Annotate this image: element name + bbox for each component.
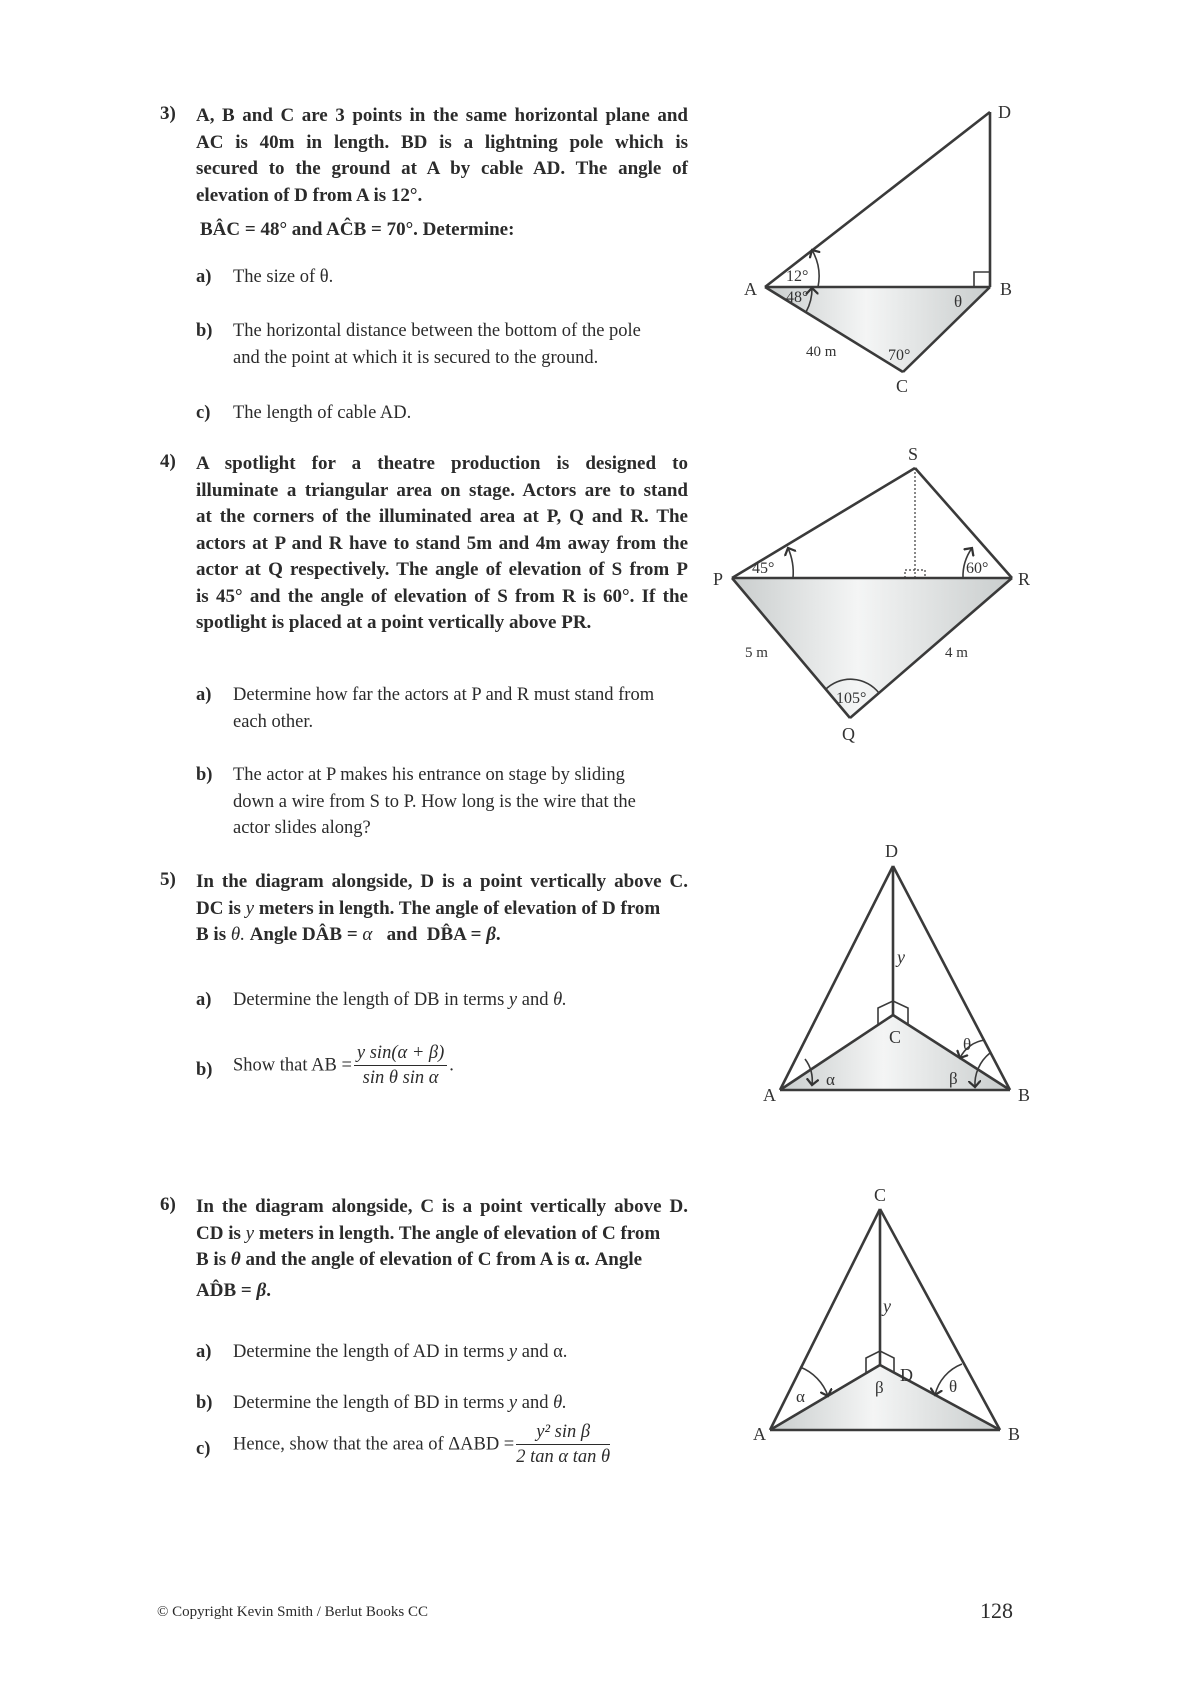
angle-label-48: 48° <box>786 289 809 306</box>
text-line: DC is y meters in length. The angle of elevation of D from <box>196 897 661 919</box>
numerator: y² sin β <box>516 1421 610 1445</box>
part-label: b) <box>196 1060 213 1080</box>
side-label-y: y <box>897 947 905 967</box>
question-3-given: BÂC = 48° and AĈB = 70°. Determine: <box>200 219 515 240</box>
text-line: AC is 40m in length. BD is a lightning pole which is <box>196 131 688 153</box>
line-ad <box>765 112 990 287</box>
part-text: and the point at which it is secured to the ground. <box>233 347 599 368</box>
part-label: c) <box>196 403 211 423</box>
part-text: Determine how far the actors at P and R must stand from <box>233 685 655 705</box>
text-line: B is θ. Angle DÂB = α and DB̂A = β. <box>196 924 501 945</box>
shaded-triangle-pqr <box>732 578 1012 718</box>
part-label: b) <box>196 1393 213 1413</box>
question-number: 5) <box>160 869 176 890</box>
part-label: a) <box>196 267 212 287</box>
part-text: Determine the length of DB in terms y and θ. <box>233 990 567 1010</box>
vertex-label-c: C <box>889 1027 902 1047</box>
part-text: The length of cable AD. <box>233 403 412 423</box>
part-label: a) <box>196 1342 212 1362</box>
numerator: y sin(α + β) <box>354 1042 447 1066</box>
denominator: sin θ sin α <box>362 1068 439 1088</box>
angle-label-12: 12° <box>786 268 809 285</box>
diagram-question-4 <box>732 468 1012 718</box>
text-line: A, B and C are 3 points in the same horizontal plane and <box>196 105 688 126</box>
text-line: CD is y meters in length. The angle of elevation of C from <box>196 1222 661 1244</box>
question-number: 6) <box>160 1194 176 1215</box>
part-label: c) <box>196 1439 211 1459</box>
text-line: actors at P and R have to stand 5m and 4m away from the <box>196 532 688 554</box>
part-text: Show that AB = $\frac{\text{y sin(α + β)}}{\text{sin θ sin α}}$ . <box>233 1043 454 1088</box>
side-label-ac: 40 m <box>806 344 837 360</box>
side-label-rq: 4 m <box>945 645 968 661</box>
angle-label-70: 70° <box>888 347 911 364</box>
angle-label-alpha: α <box>826 1070 835 1089</box>
diagram-question-5 <box>780 866 1010 1090</box>
vertex-label-p: P <box>713 569 724 589</box>
angle-label-theta: θ <box>949 1377 958 1396</box>
vertex-label-d: D <box>885 841 898 861</box>
angle-label-theta: θ <box>954 292 963 311</box>
diagram-question-3 <box>765 112 990 372</box>
vertex-label-c: C <box>874 1185 887 1205</box>
part-text: Hence, show that the area of ΔABD = $\frac{\text{y² sin β}}{\text{2 tan α tan θ}}$ <box>233 1422 611 1467</box>
text-line: A spotlight for a theatre production is designed to <box>196 453 688 474</box>
text-line: actor at Q respectively. The angle of elevation of S from P <box>196 559 688 580</box>
text-line: secured to the ground at A by cable AD. The angle of <box>196 158 688 179</box>
part-label: a) <box>196 685 212 705</box>
vertex-label-a: A <box>744 279 757 299</box>
question-number: 4) <box>160 451 176 472</box>
vertex-label-d: D <box>998 102 1011 122</box>
angle-label-theta: θ <box>963 1035 972 1054</box>
side-label-pq: 5 m <box>745 645 768 661</box>
angle-label-45: 45° <box>752 560 775 577</box>
text-line: In the diagram alongside, C is a point vertically above D. <box>196 1196 688 1217</box>
part-text: The actor at P makes his entrance on stage by sliding <box>233 765 625 785</box>
vertex-label-q: Q <box>842 724 855 744</box>
side-label-y: y <box>883 1296 891 1316</box>
vertex-label-s: S <box>908 444 919 464</box>
text-line: at the corners of the illuminated area at P, Q and R. The <box>196 506 688 527</box>
angle-label-105: 105° <box>836 690 867 707</box>
text-line: B is θ and the angle of elevation of C from A is α. Angle <box>196 1249 643 1270</box>
part-label: b) <box>196 765 213 785</box>
question-number: 3) <box>160 103 176 124</box>
vertex-label-b: B <box>1008 1424 1021 1444</box>
arc-45 <box>788 548 793 578</box>
part-label: a) <box>196 990 212 1010</box>
text-line: is 45° and the angle of elevation of S from R is 60°. If the <box>196 585 688 607</box>
vertex-label-a: A <box>753 1424 766 1444</box>
vertex-label-r: R <box>1018 569 1031 589</box>
vertex-label-a: A <box>763 1085 776 1105</box>
text-line: elevation of D from A is 12°. <box>196 184 423 206</box>
vertex-label-b: B <box>1018 1085 1031 1105</box>
vertex-label-b: B <box>1000 279 1013 299</box>
vertex-label-c: C <box>896 376 909 396</box>
text-line: In the diagram alongside, D is a point vertically above C. <box>196 871 688 892</box>
line-sr <box>915 468 1012 578</box>
text-line: spotlight is placed at a point vertically above PR. <box>196 612 592 633</box>
page-number: 128 <box>980 1598 1013 1623</box>
angle-label-beta: β <box>875 1378 884 1397</box>
text-line: illuminate a triangular area on stage. Actors are to stand <box>196 479 688 501</box>
part-text: Determine the length of BD in terms y and θ. <box>233 1393 567 1413</box>
vertex-label-d: D <box>900 1365 913 1385</box>
denominator: 2 tan α tan θ <box>516 1447 611 1467</box>
angle-label-60: 60° <box>966 560 989 577</box>
part-label: b) <box>196 321 213 341</box>
right-angle-marker <box>974 272 990 287</box>
part-text: each other. <box>233 711 314 732</box>
part-text: Determine the length of AD in terms y and α. <box>233 1342 568 1362</box>
arc-12 <box>812 250 819 287</box>
text-line: AD̂B = β. <box>196 1279 271 1301</box>
angle-label-beta: β <box>949 1069 958 1088</box>
part-text: actor slides along? <box>233 818 371 838</box>
part-text: down a wire from S to P. How long is the wire that the <box>233 791 636 812</box>
part-text: The size of θ. <box>233 267 334 287</box>
copyright-footer: © Copyright Kevin Smith / Berlut Books CC <box>157 1604 428 1620</box>
angle-label-alpha: α <box>796 1387 805 1406</box>
part-text: The horizontal distance between the bottom of the pole <box>233 321 641 341</box>
